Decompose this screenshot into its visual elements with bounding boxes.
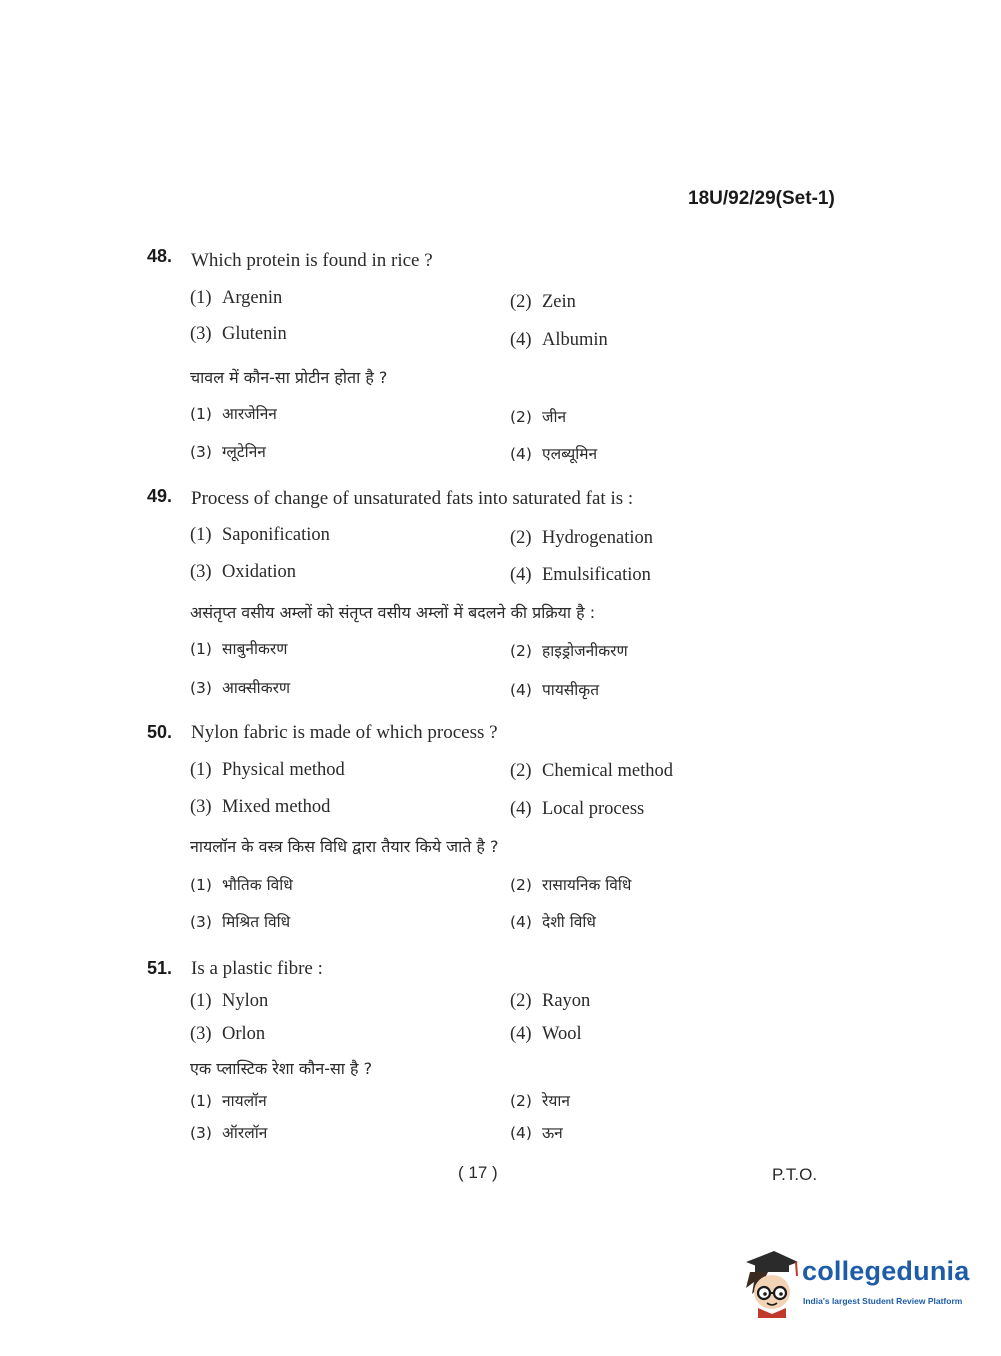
option-en-3: (3) Mixed method	[190, 797, 331, 817]
question-number: 51.	[147, 958, 173, 978]
question-text-en: Nylon fabric is made of which process ?	[191, 722, 498, 743]
option-hi-3: (3) मिश्रित विधि	[190, 913, 291, 931]
option-en-3: (3) Oxidation	[190, 562, 296, 582]
option-en-4: (4) Local process	[510, 799, 645, 819]
option-hi-4: (4) देशी विधि	[510, 913, 596, 931]
option-hi-4: (4) ऊन	[510, 1124, 563, 1142]
option-hi-4: (4) पायसीकृत	[510, 681, 600, 699]
option-en-2: (2) Zein	[510, 292, 576, 312]
question-text-hi: नायलॉन के वस्त्र किस विधि द्वारा तैयार किये जाते है ?	[190, 837, 499, 856]
option-en-2: (2) Chemical method	[510, 761, 674, 781]
option-hi-2: (2) रेयान	[510, 1092, 570, 1110]
option-en-1: (1) Nylon	[190, 991, 269, 1011]
question-number: 49.	[147, 486, 173, 506]
collegedunia-logo	[740, 1248, 970, 1318]
option-hi-1: (1) साबुनीकरण	[190, 640, 288, 658]
option-hi-4: (4) एलब्यूमिन	[510, 445, 598, 463]
option-hi-1: (1) भौतिक विधि	[190, 876, 293, 894]
option-hi-1: (1) आरजेनिन	[190, 405, 277, 423]
option-hi-2: (2) रासायनिक विधि	[510, 876, 632, 894]
option-en-4: (4) Emulsification	[510, 565, 651, 585]
header-code: 18U/92/29(Set-1)	[688, 188, 835, 209]
option-hi-2: (2) हाइड्रोजनीकरण	[510, 642, 628, 660]
option-en-1: (1) Physical method	[190, 760, 345, 780]
page-number: ( 17 )	[458, 1163, 498, 1182]
option-hi-3: (3) ग्लूटेनिन	[190, 443, 266, 461]
option-hi-3: (3) आक्सीकरण	[190, 679, 291, 697]
option-en-3: (3) Orlon	[190, 1024, 266, 1044]
logo-wordmark: collegedunia	[802, 1256, 970, 1286]
option-en-4: (4) Wool	[510, 1024, 582, 1044]
question-number: 50.	[147, 722, 173, 742]
question-text-en: Process of change of unsaturated fats into saturated fat is :	[191, 488, 634, 509]
option-hi-3: (3) ऑरलॉन	[190, 1124, 268, 1142]
option-en-2: (2) Hydrogenation	[510, 528, 653, 548]
option-en-1: (1) Argenin	[190, 288, 283, 308]
option-hi-2: (2) जीन	[510, 408, 567, 426]
question-text-en: Which protein is found in rice ?	[191, 250, 433, 271]
question-text-hi: एक प्लास्टिक रेशा कौन-सा है ?	[190, 1059, 373, 1078]
question-text-hi: चावल में कौन-सा प्रोटीन होता है ?	[190, 368, 388, 387]
question-text-hi: असंतृप्त वसीय अम्लों को संतृप्त वसीय अम्लों में बदलने की प्रक्रिया है :	[190, 603, 596, 622]
option-en-1: (1) Saponification	[190, 525, 330, 545]
option-en-3: (3) Glutenin	[190, 324, 287, 344]
option-en-4: (4) Albumin	[510, 330, 608, 350]
pto-label: P.T.O.	[772, 1165, 818, 1184]
option-en-2: (2) Rayon	[510, 991, 591, 1011]
question-number: 48.	[147, 246, 173, 266]
mascot-icon	[740, 1248, 804, 1318]
option-hi-1: (1) नायलॉन	[190, 1092, 267, 1110]
question-text-en: Is a plastic fibre :	[191, 958, 323, 979]
logo-tagline: India's largest Student Review Platform	[803, 1296, 963, 1306]
